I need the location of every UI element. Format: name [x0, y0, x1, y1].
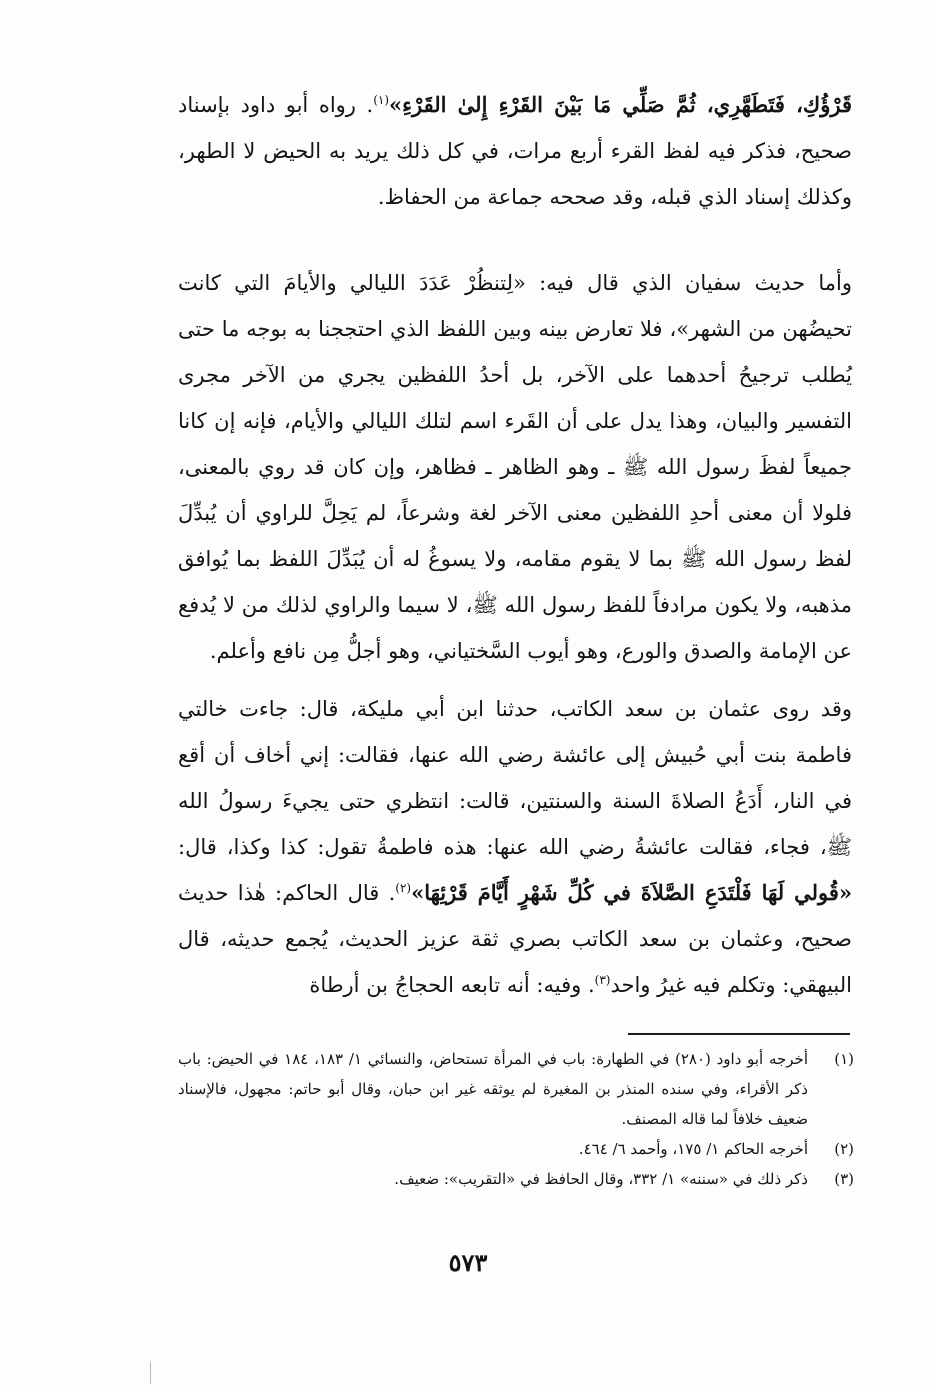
paragraph-3 — [178, 686, 890, 1008]
footnote-ref-3: (٣) — [594, 973, 611, 987]
footnote-number: (٢) — [834, 1140, 854, 1158]
footnote-ref-1: (١) — [373, 93, 390, 107]
hadith-quote-text: قَرْؤُكِ، فَتَطَهَّرِي، ثُمَّ صَلِّي مَا بَيْنَ القَرْءِ إِلىٰ القَرْءِ» — [389, 92, 852, 117]
footnote-divider — [628, 1033, 850, 1035]
paragraph-1 — [178, 82, 852, 220]
paragraph-3-lead: وقد روى عثمان بن سعد الكاتب، حدثنا ابن أبي مليكة، قال: جاءت خالتي فاطمة بنت أبي حُبيش إلى عائشة رضي الله عنها، فقالت: إني أخاف أن أقع في النار، أَدَعُ الصلاةَ السنة والسنتين، قالت: انتظري حتى يجيءَ رسولُ الله ﷺ، فجاء، فقالت عائشةُ رضي الله عنها: هذه فاطمةُ تقول: كذا وكذا، قال: — [178, 697, 852, 859]
footnote-3 — [178, 1164, 854, 1194]
footnote-text: أخرجه أبو داود (٢٨٠) في الطهارة: باب في المرأة تستحاض، والنسائي ١/ ١٨٣، ١٨٤ في الحيض: باب ذكر الأقراء، وفي سنده المنذر بن المغيرة لم يوثقه غير ابن حبان، وقال أبو حاتم: مجهول، فالإسناد ضعيف خلافاً لما قاله المصنف. — [178, 1050, 808, 1128]
footnote-number: (١) — [834, 1050, 854, 1068]
footnotes-section — [178, 1044, 854, 1194]
paragraph-2: وأما حديث سفيان الذي قال فيه: «لِتنظُرْ عَدَدَ الليالي والأيامَ التي كانت تحيضُهن من الشهر»، فلا تعارض بينه وبين اللفظ الذي احتججنا به بوجه ما حتى يُطلب ترجيحُ أحدهما على الآخر، بل أحدُ اللفظين يجري من الآخر مجرى التفسير والبيان، وهذا يدل على أن القَرء اسم لتلك الليالي والأيام، فإنه إن كانا جميعاً لفظَ رسول الله ﷺ ـ وهو الظاهر ـ فظاهر، وإن كان قد روي بالمعنى، فلولا أن معنى أحدِ اللفظين معنى الآخر لغة وشرعاً، لم يَحِلَّ للراوي أن يُبدِّلَ لفظ رسول الله ﷺ بما لا يقوم مقامه، ولا يسوغُ له أن يُبَدِّلَ اللفظ بما يُوافق مذهبه، ولا يكون مرادفاً للفظ رسول الله ﷺ، لا سيما والراوي لذلك من لا يُدفع عن الإمامة والصدق والورع، وهو أيوب السَّختياني، وهو أجلُّ مِن نافع وأعلم. — [178, 271, 852, 663]
footnote-2 — [178, 1134, 854, 1164]
footnote-text: أخرجه الحاكم ١/ ١٧٥، وأحمد ٦/ ٤٦٤. — [578, 1140, 808, 1158]
paragraph-3-middle: . قال الحاكم: هٰذا حديث صحيح، وعثمان بن سعد الكاتب بصري ثقة عزيز الحديث، يُجمع حديثه، قال البيهقي: وتكلم فيه غيرُ واحد — [178, 881, 852, 997]
footnote-1 — [178, 1044, 854, 1134]
scan-edge-mark — [150, 1362, 151, 1384]
footnote-number: (٣) — [834, 1170, 854, 1188]
paragraph-3-tail: . وفيه: أنه تابعه الحجاجُ بن أرطاة — [309, 973, 595, 997]
paragraph-1-text: . رواه أبو داود بإسناد صحيح، فذكر فيه لفظ القرء أربع مرات، في كل ذلك يريد به الحيض لا الطهر، وكذلك إسناد الذي قبله، وقد صححه جماعة من الحفاظ. — [178, 93, 852, 209]
footnote-text: ذكر ذلك في «سننه» ١/ ٣٣٢، وقال الحافظ في «التقريب»: ضعيف. — [394, 1170, 808, 1188]
footnote-ref-2: (٢) — [395, 881, 412, 895]
page-number: ٥٧٣ — [448, 1248, 488, 1277]
hadith-quote-text: «قُولي لَهَا فَلْتَدَعِ الصَّلاَةَ في كُلِّ شَهْرٍ أَيَّامَ قَرْئِهَا» — [411, 880, 852, 905]
